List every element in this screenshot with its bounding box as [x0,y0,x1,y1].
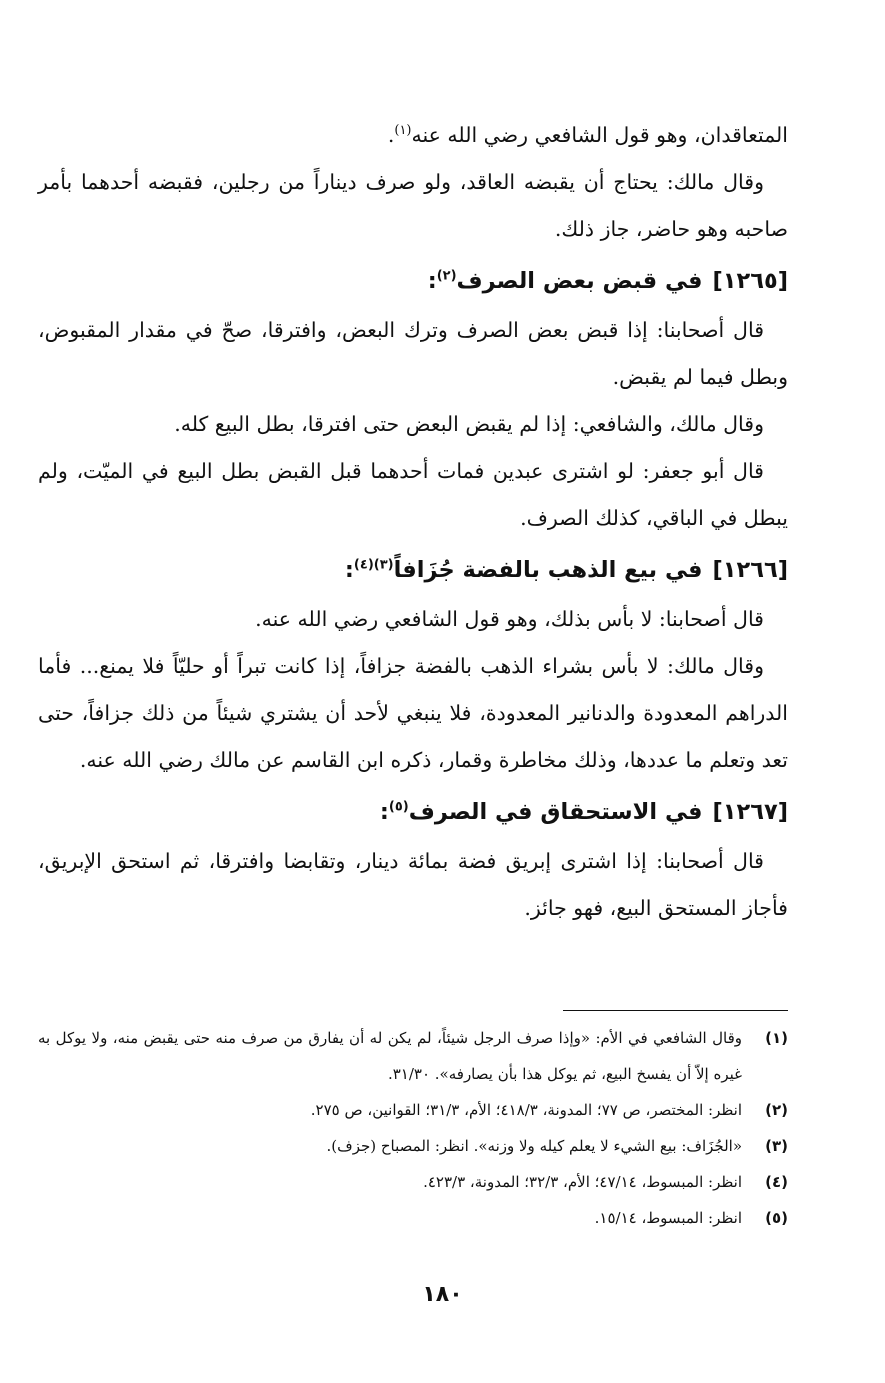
section-number: [١٢٦٧] [712,799,788,825]
footnote-separator [563,1010,788,1011]
footnote [38,1200,788,1236]
footnote-ref: (٢) [436,268,457,284]
paragraph: وقال مالك: يحتاج أن يقبضه العاقد، ولو صرف ديناراً من رجلين، فقبضه أحدهما بأمر صاحبه وهو حاضر، جاز ذلك. [38,170,788,241]
paragraph: قال أصحابنا: إذا قبض بعض الصرف وترك البعض، وافترقا، صحّ في مقدار المقبوض، وبطل فيما لم يقبض. [38,318,788,389]
footnote [38,1092,788,1128]
footnote-ref: (٥) [388,799,409,815]
paragraph-text: المتعاقدان، وهو قول الشافعي رضي الله عنه [411,123,788,147]
paragraph: قال أصحابنا: إذا اشترى إبريق فضة بمائة دينار، وتقابضا وافترقا، ثم استحق الإبريق، فأجاز المستحق البيع، فهو جائز. [38,849,788,920]
footnotes [38,1020,788,1236]
section-title: في الاستحقاق في الصرف [408,799,703,825]
footnote-ref: (١) [394,123,412,139]
paragraph [38,112,788,159]
heading-colon: : [379,799,389,825]
footnote [38,1020,788,1092]
paragraph: وقال مالك: لا بأس بشراء الذهب بالفضة جزافاً، إذا كانت تبراً أو حليّاً فلا يمنع... فأما الدراهم المعدودة والدنانير المعدودة، فلا ينبغي لأحد أن يشتري شيئاً من ذلك جزافاً، حتى تعد وتعلم ما عددها، وذلك مخاطرة وقمار، ذكره ابن القاسم عن مالك رضي الله عنه. [38,654,788,772]
paragraph: وقال مالك، والشافعي: إذا لم يقبض البعض حتى افترقا، بطل البيع كله. [174,412,764,436]
section-number: [١٢٦٦] [712,557,788,583]
footnote-text: انظر: المختصر، ص ٧٧؛ المدونة، ٤١٨/٣؛ الأم، ٣١/٣؛ القوانين، ص ٢٧٥. [310,1101,742,1119]
footnote-text: انظر: المبسوط، ١٥/١٤. [594,1209,742,1227]
footnote-number: (٥) [765,1209,788,1227]
footnote [38,1164,788,1200]
section-title: في قبض بعض الصرف [456,268,703,294]
section-heading-1265 [38,255,788,307]
heading-colon: : [427,268,437,294]
section-title: في بيع الذهب بالفضة جُزَافاً [393,557,703,583]
paragraph-end: . [387,123,395,147]
footnote-number: (٤) [765,1173,788,1191]
main-text [38,112,788,932]
heading-colon: : [344,557,354,583]
section-heading-1267 [38,786,788,838]
footnote-number: (١) [765,1029,788,1047]
paragraph: قال أبو جعفر: لو اشترى عبدين فمات أحدهما قبل القبض بطل البيع في الميّت، ولم يبطل في الباقي، كذلك الصرف. [38,459,788,530]
footnote [38,1128,788,1164]
paragraph: قال أصحابنا: لا بأس بذلك، وهو قول الشافعي رضي الله عنه. [255,607,764,631]
section-heading-1266 [38,544,788,596]
footnote-ref: (٣)(٤) [353,557,394,573]
section-number: [١٢٦٥] [712,268,788,294]
footnote-number: (٣) [765,1137,788,1155]
footnote-text: وقال الشافعي في الأم: «وإذا صرف الرجل شيئاً، لم يكن له أن يفارق من صرف منه حتى يقبض منه، ولا يوكل به غيره إلاّ أن يفسخ البيع، ثم يوكل هذا بأن يصارفه». ٣١/٣٠. [38,1029,742,1083]
footnote-text: انظر: المبسوط، ٤٧/١٤؛ الأم، ٣٢/٣؛ المدونة، ٤٢٣/٣. [423,1173,742,1191]
page-number: ١٨٠ [422,1282,463,1307]
footnote-text: «الجُزَاف: بيع الشيء لا يعلم كيله ولا وزنه». انظر: المصباح (جزف). [326,1137,742,1155]
footnote-number: (٢) [765,1101,788,1119]
